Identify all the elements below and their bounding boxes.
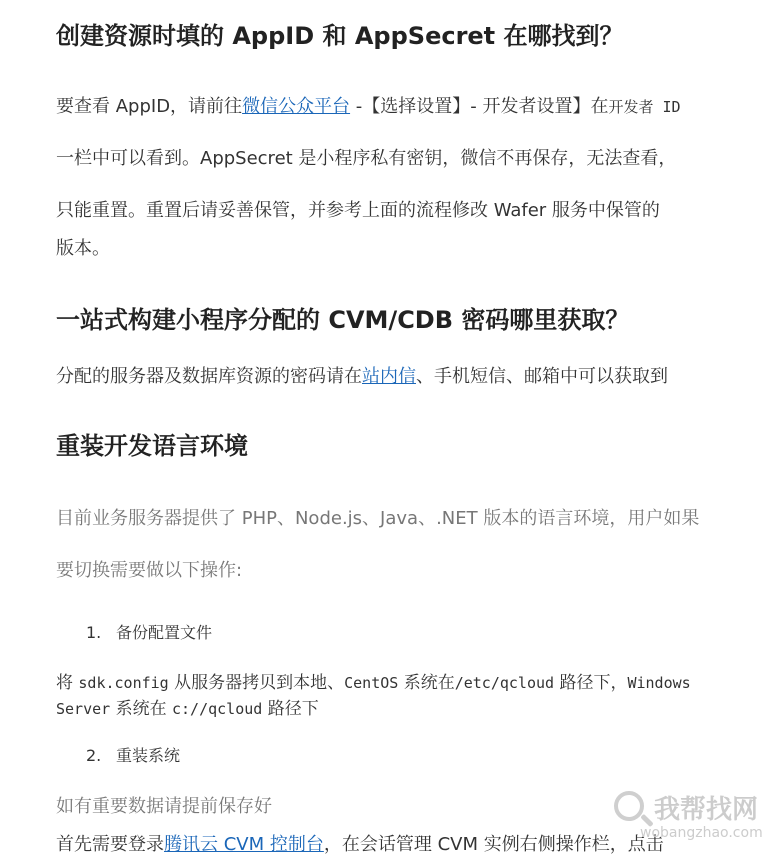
- paragraph-line: 一栏中可以看到。AppSecret 是小程序私有密钥，微信不再保存，无法查看，: [56, 148, 677, 169]
- watermark-url: wobangzhao.com: [640, 825, 763, 841]
- note-line: 如有重要数据请提前保存好: [56, 796, 272, 817]
- watermark-text: 我帮找网: [654, 795, 759, 825]
- watermark: [610, 789, 763, 847]
- inbox-link[interactable]: 站内信: [362, 366, 416, 387]
- paragraph-line: Server 系统在 c://qcloud 路径下: [56, 699, 319, 719]
- list-item: 2. 重装系统: [86, 746, 181, 765]
- paragraph-line: 首先需要登录腾讯云 CVM 控制台，在会话管理 CVM 实例右侧操作栏，点击: [56, 834, 664, 855]
- section-heading-appid: 创建资源时填的 AppID 和 AppSecret 在哪找到？: [56, 22, 624, 50]
- section-heading-cvm-password: 一站式构建小程序分配的 CVM/CDB 密码哪里获取？: [56, 306, 630, 334]
- wechat-platform-link[interactable]: 微信公众平台: [242, 96, 351, 117]
- paragraph-line: 版本。: [56, 238, 110, 259]
- magnifier-icon: [614, 791, 644, 821]
- list-item: 1. 备份配置文件: [86, 623, 213, 642]
- cvm-console-link[interactable]: 腾讯云 CVM 控制台: [164, 834, 324, 855]
- paragraph-line: 将 sdk.config 从服务器拷贝到本地、CentOS 系统在/etc/qcloud 路径下，Windows: [56, 673, 691, 693]
- paragraph-line: 要查看 AppID，请前往微信公众平台 -【选择设置】- 开发者设置】在开发者 ID: [56, 96, 681, 117]
- paragraph-line: 分配的服务器及数据库资源的密码请在站内信、手机短信、邮箱中可以获取到: [56, 366, 668, 387]
- paragraph-line: 只能重置。重置后请妥善保管，并参考上面的流程修改 Wafer 服务中保管的: [56, 200, 660, 221]
- paragraph-line: 目前业务服务器提供了 PHP、Node.js、Java、.NET 版本的语言环境，用户如果: [56, 508, 700, 529]
- section-heading-reinstall: 重装开发语言环境: [56, 432, 248, 460]
- paragraph-line: 要切换需要做以下操作:: [56, 560, 243, 581]
